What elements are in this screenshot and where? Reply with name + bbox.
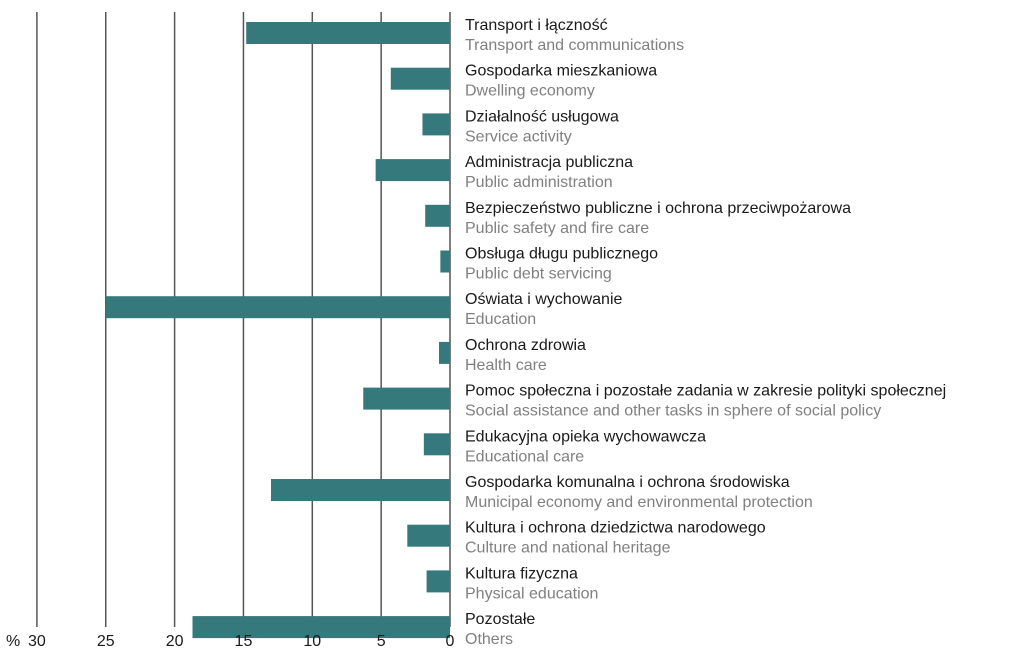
category-label-pl: Kultura fizyczna (465, 565, 578, 583)
category-labels (465, 17, 946, 648)
category-label-en: Public debt servicing (465, 265, 612, 283)
category-label-en: Dwelling economy (465, 82, 595, 100)
category-label-pl: Ochrona zdrowia (465, 336, 586, 354)
axis-unit-label: % (6, 633, 21, 650)
category-label-en: Education (465, 311, 537, 329)
category-label-en: Social assistance and other tasks in sphere of social policy (465, 402, 882, 420)
bar (106, 296, 450, 318)
x-tick-label: 25 (96, 633, 115, 650)
category-label-pl: Działalność usługowa (465, 108, 619, 126)
category-label-pl: Administracja publiczna (465, 154, 634, 172)
bar (424, 433, 450, 455)
x-tick-label: 20 (165, 633, 184, 650)
bar (391, 68, 450, 90)
category-label-pl: Transport i łączność (465, 17, 608, 34)
bar (193, 616, 450, 638)
bar (425, 205, 450, 227)
category-label-en: Culture and national heritage (465, 539, 671, 557)
bar (271, 479, 450, 501)
x-tick-label: 0 (445, 633, 455, 650)
category-label-pl: Obsługa długu publicznego (465, 245, 659, 263)
category-label-pl: Kultura i ochrona dziedzictwa narodowego (465, 519, 766, 537)
category-label-en: Physical education (465, 585, 599, 603)
bar (427, 570, 450, 592)
category-label-en: Public administration (465, 174, 613, 192)
bar (363, 388, 450, 410)
x-tick-label: 30 (28, 633, 46, 650)
category-label-en: Educational care (465, 448, 585, 466)
category-label-pl: Gospodarka mieszkaniowa (465, 62, 658, 80)
category-label-en: Transport and communications (465, 37, 685, 54)
category-label-en: Health care (465, 356, 547, 374)
bar (376, 159, 450, 181)
category-label-en: Municipal economy and environmental protection (465, 494, 813, 511)
bar (407, 525, 450, 547)
grid-lines (37, 12, 450, 627)
category-label-pl: Pozostałe (465, 611, 536, 629)
bar (246, 22, 450, 44)
category-label-en: Service activity (465, 128, 572, 146)
x-tick-label: 10 (303, 633, 322, 650)
category-label-pl: Oświata i wychowanie (465, 291, 623, 309)
bars (106, 22, 450, 638)
x-tick-label: 5 (376, 633, 386, 650)
category-label-en: Others (465, 631, 514, 649)
category-label-pl: Pomoc społeczna i pozostałe zadania w zakresie polityki społecznej (465, 382, 947, 400)
category-label-en: Public safety and fire care (465, 219, 650, 237)
bar (439, 342, 450, 364)
x-tick-label: 15 (234, 633, 253, 650)
bar (422, 113, 450, 135)
bar (440, 251, 450, 273)
category-label-pl: Bezpieczeństwo publiczne i ochrona przeciwpożarowa (465, 199, 851, 217)
category-label-pl: Edukacyjna opieka wychowawcza (465, 428, 707, 446)
category-label-pl: Gospodarka komunalna i ochrona środowiska (465, 474, 790, 491)
